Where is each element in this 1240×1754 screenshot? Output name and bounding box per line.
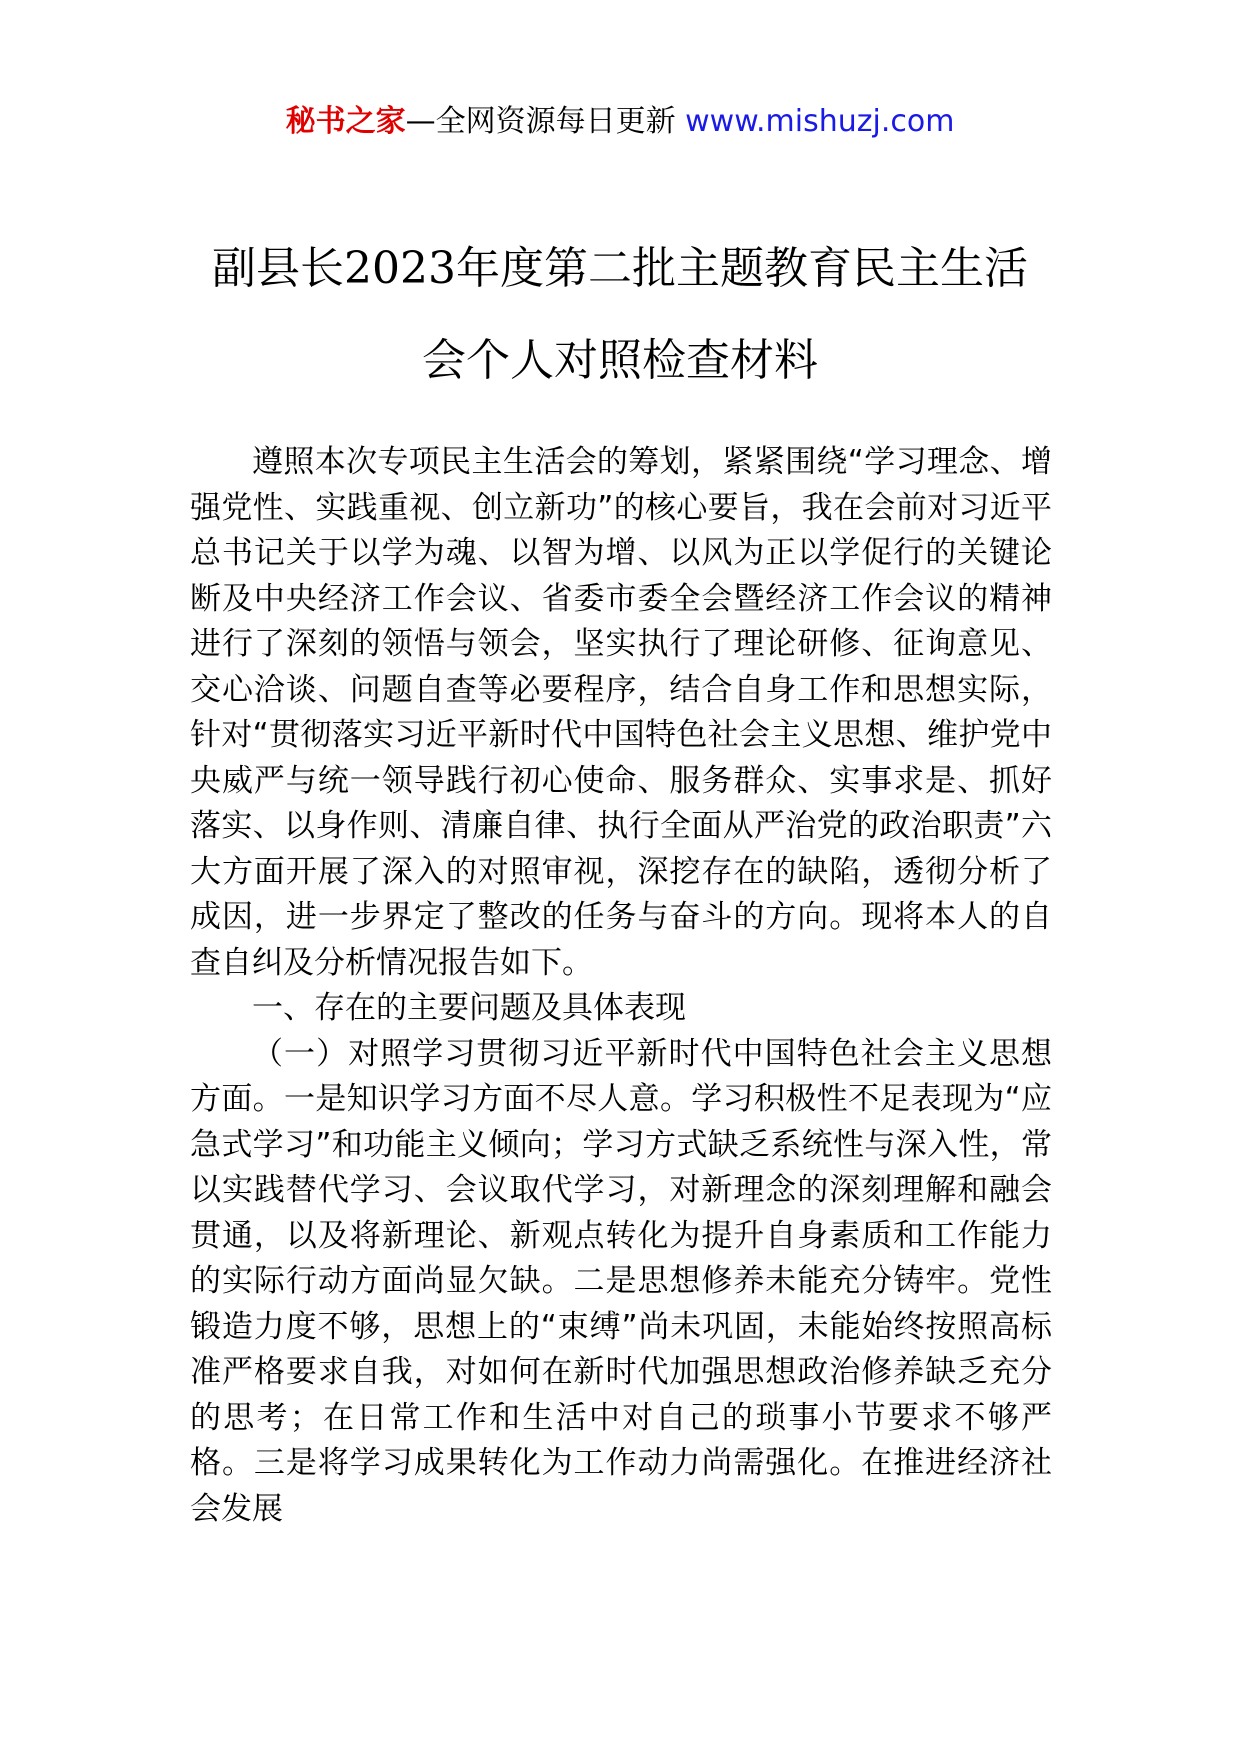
document-title-line-1: 副县长2023年度第二批主题教育民主生活 xyxy=(212,243,1028,294)
site-header xyxy=(0,100,1240,144)
document-title-line-2: 会个人对照检查材料 xyxy=(422,335,818,386)
intro-paragraph: 遵照本次专项民主生活会的筹划，紧紧围绕“学习理念、增强党性、实践重视、创立新功”的核心要旨，我在会前对习近平总书记关于以学为魂、以智为增、以风为正以学促行的关键论断及中央经济工作会议、省委市委全会暨经济工作会议的精神进行了深刻的领悟与领会，坚实执行了理论研修、征询意见、交心洽谈、问题自查等必要程序，结合自身工作和思想实际，针对“贯彻落实习近平新时代中国特色社会主义思想、维护党中央威严与统一领导践行初心使命、服务群众、实事求是、抓好落实、以身作则、清廉自律、执行全面从严治党的政治职责”六大方面开展了深入的对照审视，深挖存在的缺陷，透彻分析了成因，进一步界定了整改的任务与奋斗的方向。现将本人的自查自纠及分析情况报告如下。 xyxy=(190,444,1052,981)
site-url-link[interactable]: www.mishuzj.com xyxy=(685,104,955,139)
document-body xyxy=(190,440,1052,1532)
section-paragraph: （一）对照学习贯彻习近平新时代中国特色社会主义思想方面。一是知识学习方面不尽人意。学习积极性不足表现为“应急式学习”和功能主义倾向；学习方式缺乏系统性与深入性，常以实践替代学习、会议取代学习，对新理念的深刻理解和融会贯通，以及将新理论、新观点转化为提升自身素质和工作能力的实际行动方面尚显欠缺。二是思想修养未能充分铸牢。党性锻造力度不够，思想上的“束缚”尚未巩固，未能始终按照高标准严格要求自我，对如何在新时代加强思想政治修养缺乏充分的思考；在日常工作和生活中对自己的琐事小节要求不够严格。三是将学习成果转化为工作动力尚需强化。在推进经济社会发展 xyxy=(190,1035,1052,1527)
header-tagline: —全网资源每日更新 xyxy=(405,104,676,139)
brand-name: 秘书之家 xyxy=(285,104,406,139)
section-heading: 一、存在的主要问题及具体表现 xyxy=(252,990,686,1026)
